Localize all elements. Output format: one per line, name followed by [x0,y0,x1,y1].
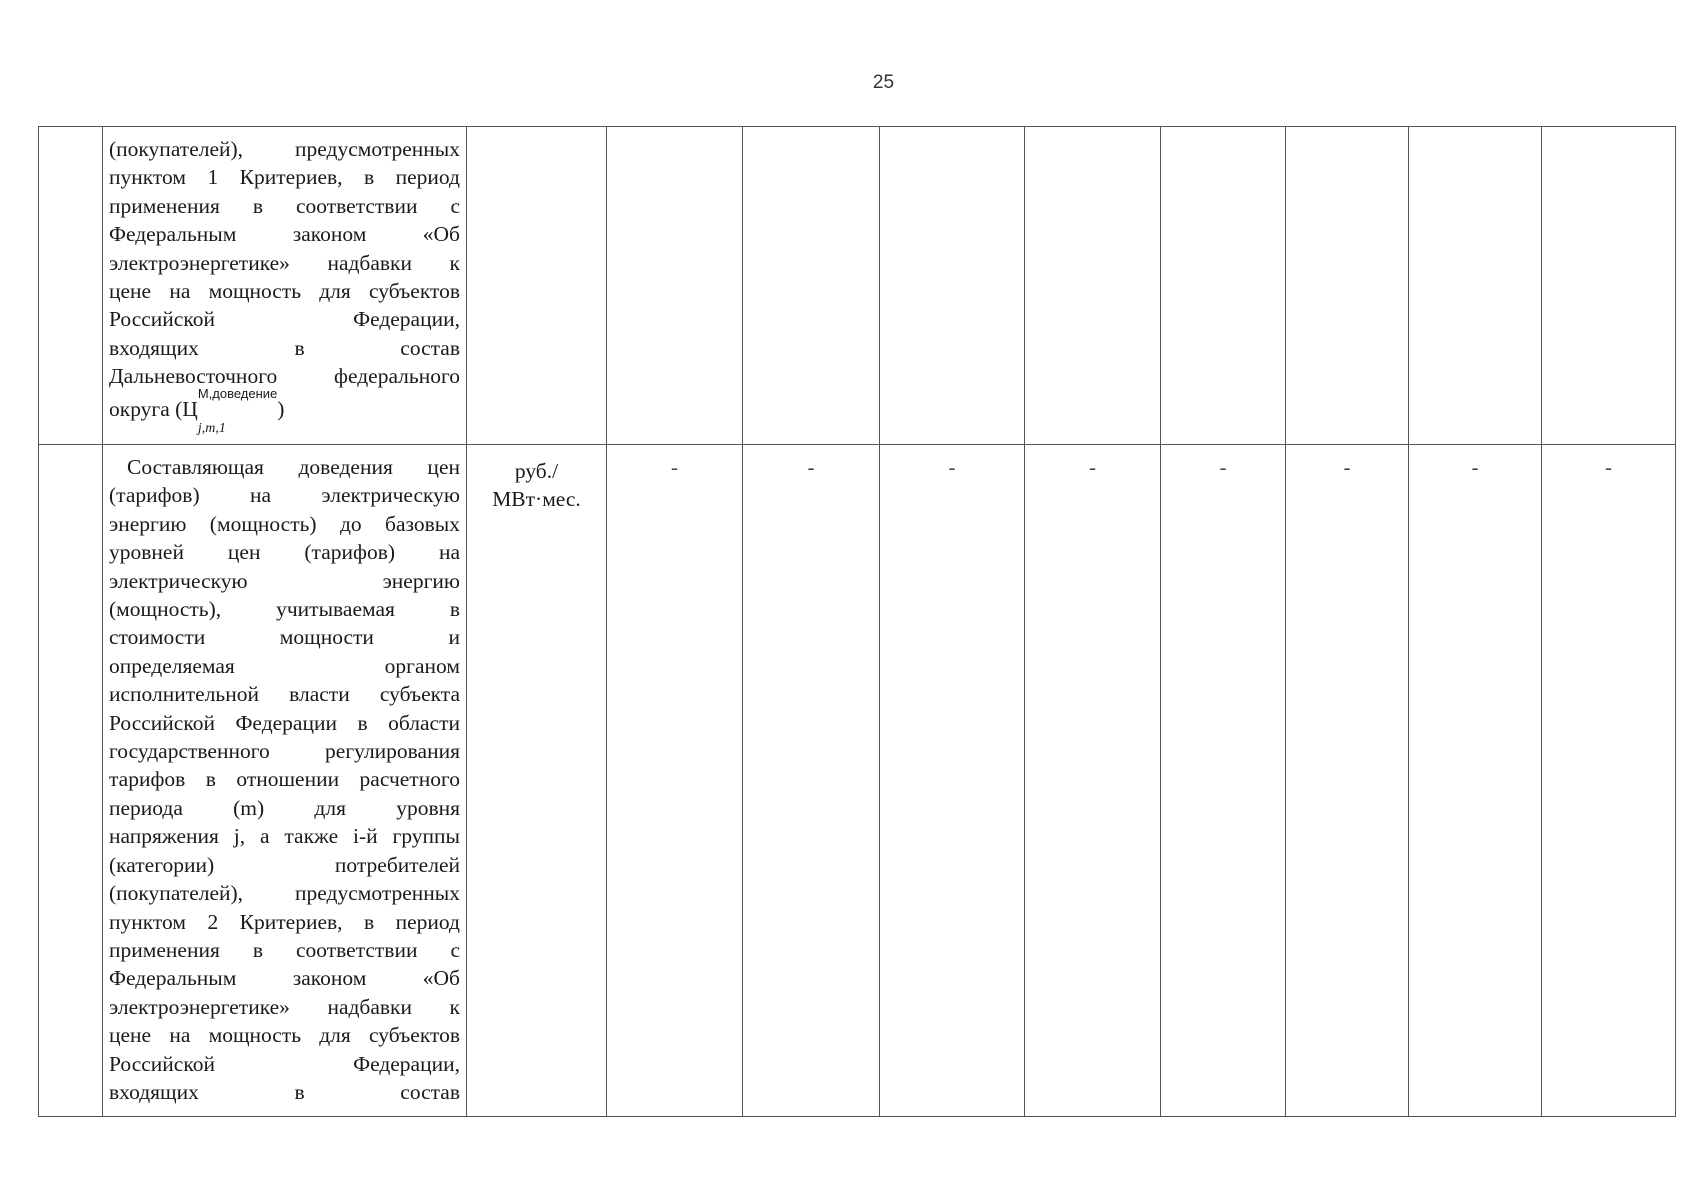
value-cell [607,127,743,445]
table-row [39,127,1676,445]
value-cell [1025,127,1161,445]
value-cell [1409,127,1542,445]
description-line: напряжения j, а также i-й группы [109,824,460,849]
unit-cell [467,127,607,445]
description-line: Дальневосточного федерального [109,364,460,389]
indicator-description-cell [103,445,467,1117]
description-line: применения в соответствии с [109,937,460,962]
description-line: пунктом 1 Критериев, в период [109,165,460,190]
value-cell [1542,127,1676,445]
description-line: Составляющая доведения цен [127,455,460,479]
value-cell [880,127,1025,445]
description-line: пунктом 2 Критериев, в период [109,909,460,934]
unit-line: руб./ [514,459,559,483]
value-cell [1286,127,1409,445]
table-row [39,445,1676,1117]
unit-cell [467,445,607,1117]
description-line: определяемая органом [109,653,460,678]
description-line: цене на мощность для субъектов [109,1023,460,1048]
row-number-cell [39,445,103,1117]
value-cell: - [1542,445,1676,1117]
formula-prefix: округа (Ц [109,396,198,421]
value-cell: - [1409,445,1542,1117]
value-cell: - [743,445,880,1117]
indicator-description-cell [103,127,467,445]
unit-line: МВт·мес. [492,487,581,511]
description-line: государственного регулирования [109,739,460,764]
description-line: исполнительной власти субъекта [109,682,460,707]
row-number-cell [39,127,103,445]
value-cell: - [880,445,1025,1117]
value-cell: - [1161,445,1286,1117]
description-line: входящих в состав [109,335,460,360]
description-line: стоимости мощности и [109,625,460,650]
description-line: энергию (мощность) до базовых [109,511,460,536]
formula-subscript: j,m,1 [197,421,226,437]
description-line: электроэнергетике» надбавки к [109,994,460,1019]
formula-superscript: М,доведение [197,385,278,401]
description-line: применения в соответствии с [109,193,460,218]
description-line: тарифов в отношении расчетного [109,767,460,792]
value-cell [743,127,880,445]
description-line: (тарифов) на электрическую [109,483,460,508]
description-line: Российской Федерации, [109,1051,460,1076]
description-line: Федеральным законом «Об [109,222,460,247]
description-line: периода (m) для уровня [109,795,460,820]
description-line: (категории) потребителей [109,852,460,877]
description-line: входящих в состав [109,1079,460,1104]
description-line: (мощность), учитываемая в [109,597,460,622]
value-cell [1161,127,1286,445]
description-line: электроэнергетике» надбавки к [109,250,460,275]
tariff-table [38,126,1676,1117]
description-line: (покупателей), предусмотренных [109,881,460,906]
description-line: электрическую энергию [109,568,460,593]
value-cell: - [1286,445,1409,1117]
formula-line [109,385,460,437]
description-line: Российской Федерации в области [109,710,460,735]
description-line: Федеральным законом «Об [109,966,460,991]
value-cell: - [1025,445,1161,1117]
page-number: 25 [872,72,895,93]
description-line: Российской Федерации, [109,307,460,332]
description-line: цене на мощность для субъектов [109,279,460,304]
value-cell: - [607,445,743,1117]
description-line: уровней цен (тарифов) на [109,540,460,565]
formula-suffix: ) [277,396,285,421]
description-line: (покупателей), предусмотренных [109,137,460,161]
